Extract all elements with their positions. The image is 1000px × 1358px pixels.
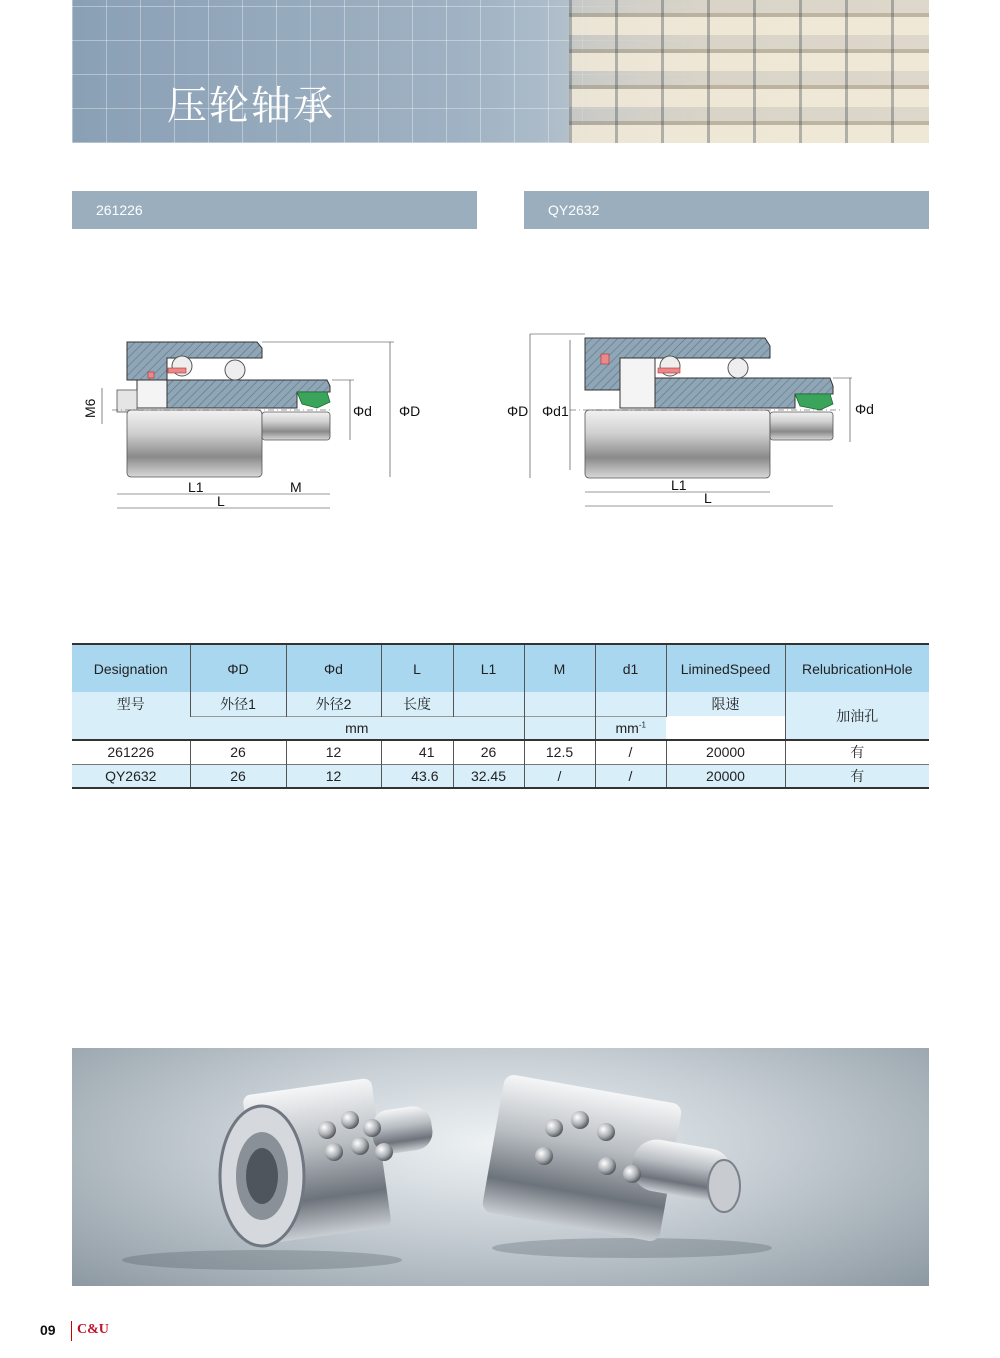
- col-header: RelubricationHole: [785, 644, 929, 692]
- sub-label: 外径2: [286, 692, 381, 716]
- unit-speed: $mm^{-1}$: [595, 716, 666, 740]
- section-bar-qy2632: QY2632: [524, 191, 929, 229]
- label-m6: M6: [82, 398, 98, 418]
- table-row: 261226 26 12 41 26 12.5 / 20000 有: [72, 740, 929, 764]
- col-header: L: [381, 644, 453, 692]
- sub-label: 型号: [72, 692, 190, 740]
- section-bar-261226: 261226: [72, 191, 477, 229]
- sub-label: 限速: [666, 692, 785, 716]
- col-header: L1: [453, 644, 524, 692]
- label-phi-d-small: Φd: [353, 403, 372, 419]
- table-subheader-row: [72, 692, 929, 716]
- col-header: LiminedSpeed: [666, 644, 785, 692]
- drawing-qy2632: [500, 320, 900, 520]
- label-l: L: [704, 490, 712, 506]
- drawing-261226: [72, 320, 422, 520]
- label-phi-D: ΦD: [507, 403, 529, 419]
- col-header: d1: [595, 644, 666, 692]
- col-header: Designation: [72, 644, 190, 692]
- page-title: 压轮轴承: [167, 83, 335, 129]
- specification-table: [72, 643, 929, 789]
- label-phi-d1: Φd1: [542, 403, 569, 419]
- unit-mm: mm: [190, 716, 524, 740]
- brand-logo: C&U: [77, 1322, 109, 1337]
- sub-label: 长度: [381, 692, 453, 716]
- page-number: 09: [40, 1322, 56, 1338]
- table-row: QY2632 26 12 43.6 32.45 / / 20000 有: [72, 764, 929, 788]
- bearing-illustration: [72, 1048, 929, 1286]
- label-m: M: [290, 479, 302, 495]
- sub-label: 外径1: [190, 692, 286, 716]
- col-header: M: [524, 644, 595, 692]
- label-l: L: [217, 493, 225, 509]
- label-phi-d-small: Φd: [855, 401, 874, 417]
- col-header: ΦD: [190, 644, 286, 692]
- label-l1: L1: [188, 479, 204, 495]
- label-l1: L1: [671, 477, 687, 493]
- yarn-spools-image: [569, 0, 929, 143]
- table-header-row: [72, 644, 929, 692]
- footer-divider: [71, 1321, 72, 1341]
- header-banner: [72, 0, 929, 143]
- col-header: Φd: [286, 644, 381, 692]
- sub-label: 加油孔: [785, 692, 929, 740]
- bearing-product-photo: [72, 1048, 929, 1286]
- label-phi-D: ΦD: [399, 403, 421, 419]
